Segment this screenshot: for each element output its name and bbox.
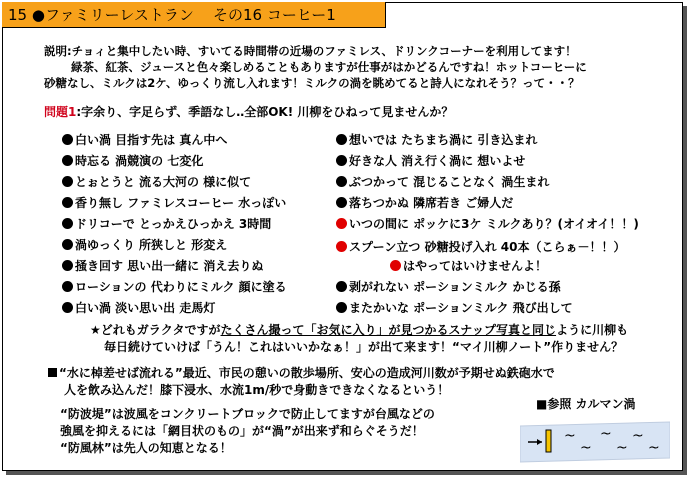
senryu-right-item-highlight: スプーン立つ 砂糖投げ入れ 40本（こらぁ－！！）: [336, 238, 625, 255]
question-line: [44, 103, 453, 120]
bullet-icon: [62, 239, 73, 250]
senryu-left-item: 白い渦 淡い思い出 走馬灯: [62, 299, 215, 316]
senryu-right-item: 落ちつかぬ 隣席若き ご婦人だ: [336, 194, 513, 211]
karman-vortex-diagram: [520, 418, 670, 464]
bullet-icon: [336, 134, 347, 145]
question-text: :字余り、字足らず、季語なし‥全部OK! 川柳をひねって見ませんか？: [76, 105, 454, 119]
senryu-left-item: 白い渦 目指す先は 真ん中へ: [62, 131, 227, 148]
explanation-line2: 緑茶、紅茶、ジュースと色々楽しめることもありますが仕事がはかどるんですね！ホットコーヒーに: [71, 60, 587, 74]
senryu-right-item: ぶつかって 混じることなく 渦生まれ: [336, 173, 549, 190]
bullet-icon: [62, 260, 73, 271]
bullet-icon: [62, 176, 73, 187]
bullet-icon: [336, 281, 347, 292]
breakwater-line2: 強風を抑えるには「網目状のもの」が“渦”が出来ず和らぐそうだ！: [60, 424, 424, 438]
senryu-right-item-highlight: はやってはいけませんよ！: [390, 257, 547, 274]
red-bullet-icon: [336, 241, 347, 252]
star-icon: ★: [90, 323, 101, 337]
vortex-mark: ~: [632, 428, 644, 444]
bullet-icon: [336, 197, 347, 208]
senryu-left-item: とぉとうと 流る大河の 様に似て: [62, 173, 251, 190]
vortex-mark: ~: [648, 440, 660, 456]
bullet-icon: [336, 176, 347, 187]
senryu-right-item: またかいな ポーションミルク 飛び出して: [336, 299, 573, 316]
note-line1: ★どれもガラクタですがたくさん撮って「お気に入り」が見つかるスナップ写真と同じように川柳も: [90, 323, 629, 337]
title-name: ファミリーレストラン: [44, 6, 194, 24]
bullet-icon: [62, 134, 73, 145]
obstacle-post: [546, 430, 551, 452]
flood-line1: “水に棹差せば流れる”最近、市民の憩いの散歩場所、安心の造成河川数が予期せぬ鉄砲水で: [48, 366, 555, 380]
red-bullet-icon: [390, 260, 401, 271]
bullet-icon: [62, 155, 73, 166]
square-bullet-icon: [48, 368, 57, 377]
vortex-mark: ~: [616, 440, 628, 456]
explanation-label: 説明:: [44, 44, 72, 58]
title-banner: [2, 2, 386, 28]
breakwater-line3: “防風林”は先人の知恵となる！: [60, 441, 232, 455]
senryu-left-item: 香り無し ファミレスコーヒー 水っぽい: [62, 194, 286, 211]
senryu-right-item: 剥がれない ポーションミルク かじる孫: [336, 278, 561, 295]
title-bullet: ●: [31, 6, 45, 24]
bullet-icon: [62, 197, 73, 208]
question-label: 問題1: [44, 105, 77, 119]
breakwater-line1: “防波堤”は波風をコンクリートブロックで防止してますが台風などの: [60, 407, 435, 421]
note-line2: 毎日続けていけば「うん！これはいいかなぁ！」が出て来ます！“マイ川柳ノート”作りません？: [104, 340, 624, 354]
bullet-icon: [62, 281, 73, 292]
title-number: 15: [8, 6, 28, 24]
red-bullet-icon: [336, 218, 347, 229]
flood-line2: 人を飲み込んだ！膝下浸水、水流1m/秒で身動きできなくなるという！: [64, 383, 450, 397]
senryu-left-item: 渦ゆっくり 所狭しと 形変え: [62, 236, 227, 253]
vortex-mark: ~: [580, 440, 592, 456]
senryu-left-item: ローションの 代わりにミルク 顔に塗る: [62, 278, 287, 295]
senryu-left-item: 時忘る 渦競演の 七変化: [62, 152, 203, 169]
explanation-line3: 砂糖なし、ミルクは2ケ、ゆっくり流し入れます！ミルクの渦を眺めてると詩人になれそう？って・・？: [44, 76, 580, 90]
explanation-line1: 説明:チョィと集中したい時、すいてる時間帯の近場のファミレス、ドリンクコーナーを利用してます！: [44, 44, 577, 58]
senryu-right-item: 想いでは たちまち渦に 引き込まれ: [336, 131, 537, 148]
senryu-right-item: 好きな人 消え行く渦に 想いよせ: [336, 152, 525, 169]
bullet-icon: [62, 302, 73, 313]
bullet-icon: [336, 155, 347, 166]
reference-label: ■参照 カルマン渦: [536, 397, 636, 411]
senryu-right-item-highlight: いつの間に ポッケに3ケ ミルクあり？(オイオイ！！): [336, 215, 639, 232]
vortex-mark: ~: [600, 426, 612, 442]
bullet-icon: [62, 218, 73, 229]
vortex-mark: ~: [564, 428, 576, 444]
title-sub: その16 コーヒー1: [213, 6, 336, 24]
senryu-left-item: ドリコーで とっかえひっかえ 3時間: [62, 215, 271, 232]
bullet-icon: [336, 302, 347, 313]
senryu-left-item: 掻き回す 思い出一緒に 消え去りぬ: [62, 257, 263, 274]
